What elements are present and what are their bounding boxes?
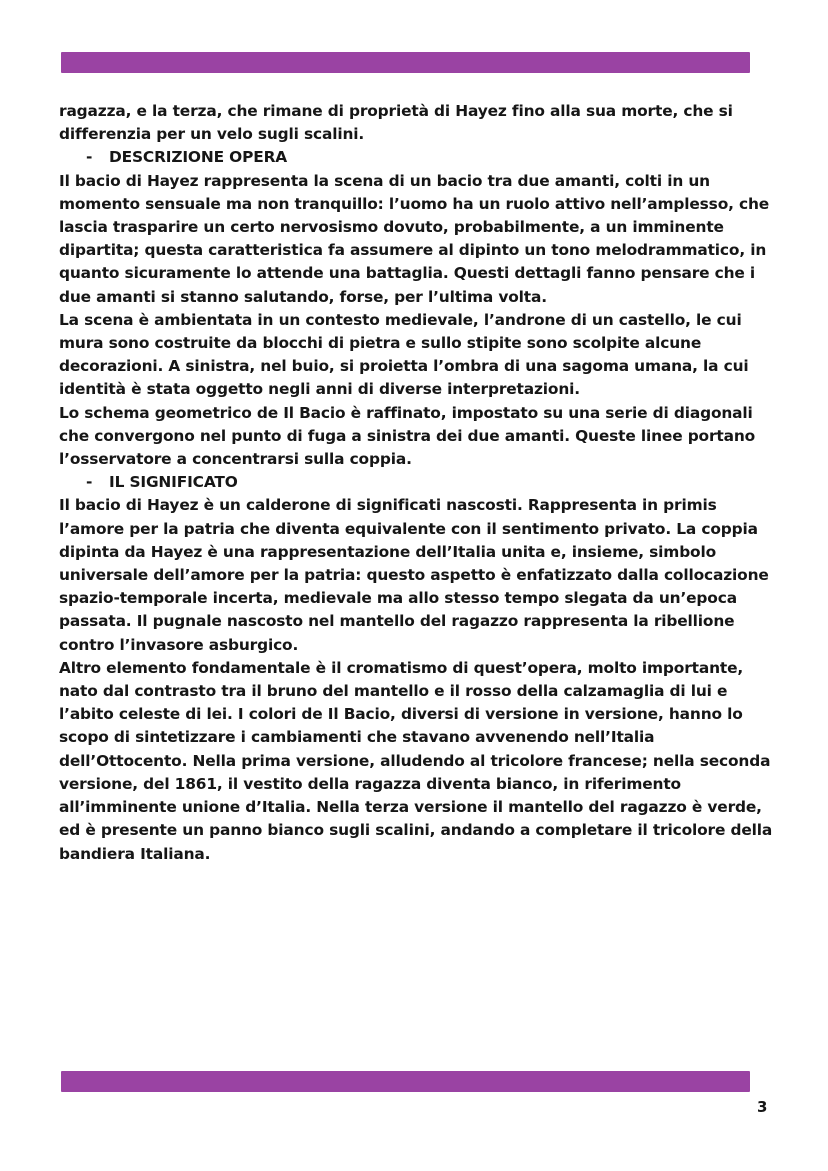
document-body (59, 100, 774, 866)
section-heading-descrizione (59, 146, 774, 169)
bullet-dash: - (86, 148, 93, 167)
page-number: 3 (757, 1098, 768, 1116)
bullet-dash: - (86, 473, 93, 492)
descrizione-paragraph-2: La scena è ambientata in un contesto medievale, l’androne di un castello, le cui mura sono costruite da blocchi di pietra e sullo stipite sono scolpite alcune decorazioni. A sinistra, nel buio, si proietta l’ombra di una sagoma umana, la cui identità è stata oggetto negli anni di diverse interpretazioni. (59, 310, 749, 399)
significato-paragraph-2: Altro elemento fondamentale è il cromatismo di quest’opera, molto importante, nato dal contrasto tra il bruno del mantello e il rosso della calzamaglia di lui e l’abito celeste di lei. I colori de Il Bacio, diversi di versione in versione, hanno lo scopo di sintetizzare i cambiamenti che stavano avvenendo nell’Italia dell’Ottocento. Nella prima versione, alludendo al tricolore francese; nella seconda versione, del 1861, il vestito della ragazza diventa bianco, in riferimento all’imminente unione d’Italia. Nella terza versione il mantello del ragazzo è verde, ed è presente un panno bianco sugli scalini, andando a completare il tricolore della bandiera Italiana. (59, 658, 773, 863)
descrizione-paragraph-1: Il bacio di Hayez rappresenta la scena di un bacio tra due amanti, colti in un momento sensuale ma non tranquillo: l’uomo ha un ruolo attivo nell’amplesso, che lascia trasparire un certo nervosismo dovuto, probabilmente, a un imminente dipartita; questa caratteristica fa assumere al dipinto un tono melodrammatico, in quanto sicuramente lo attende una battaglia. Questi dettagli fanno pensare che i due amanti si stanno salutando, forse, per l’ultima volta. (59, 171, 770, 306)
header-accent-bar (61, 52, 750, 73)
footer-accent-bar (61, 1071, 750, 1092)
section-heading-significato (59, 471, 774, 494)
intro-paragraph: ragazza, e la terza, che rimane di proprietà di Hayez fino alla sua morte, che si differenzia per un velo sugli scalini. (59, 102, 733, 144)
significato-paragraph-1: Il bacio di Hayez è un calderone di significati nascosti. Rappresenta in primis l’amore per la patria che diventa equivalente con il sentimento privato. La coppia dipinta da Hayez è una rappresentazione dell’Italia unita e, insieme, simbolo universale dell’amore per la patria: questo aspetto è enfatizzato dalla collocazione spazio-temporale incerta, medievale ma allo stesso tempo slegata da un’epoca passata. Il pugnale nascosto nel mantello del ragazzo rappresenta la ribellione contro l’invasore asburgico. (59, 496, 769, 654)
descrizione-paragraph-3: Lo schema geometrico de Il Bacio è raffinato, impostato su una serie di diagonali che convergono nel punto di fuga a sinistra dei due amanti. Queste linee portano l’osservatore a concentrarsi sulla coppia. (59, 403, 756, 469)
section-heading-significato-label: IL SIGNIFICATO (109, 473, 238, 492)
section-heading-descrizione-label: DESCRIZIONE OPERA (109, 148, 288, 167)
